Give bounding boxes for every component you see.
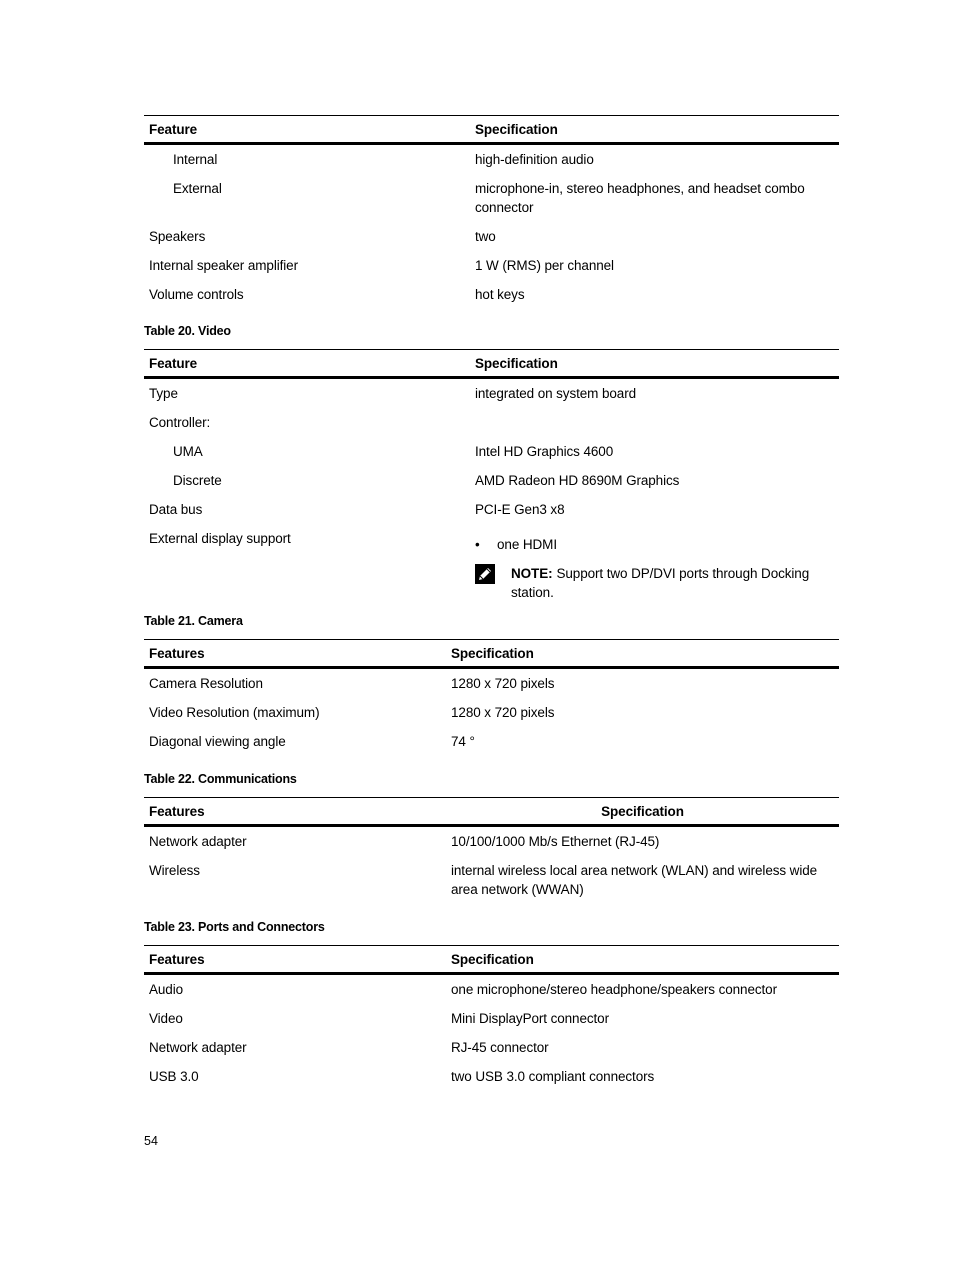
feature-cell: Audio — [149, 982, 184, 997]
spec-cell: AMD Radeon HD 8690M Graphics — [475, 473, 680, 488]
feature-cell: Internal — [173, 152, 218, 167]
feature-cell: Type — [149, 386, 178, 401]
table-row — [144, 856, 839, 904]
column-header: Specification — [446, 946, 839, 974]
spec-cell: 1280 x 720 pixels — [451, 676, 555, 691]
feature-cell: Network adapter — [149, 1040, 247, 1055]
feature-cell: Controller: — [149, 415, 211, 430]
page-number: 54 — [144, 1134, 158, 1148]
bullet-dot: • — [475, 537, 480, 552]
note-pencil-icon — [475, 564, 511, 589]
note-label: NOTE: — [511, 566, 553, 581]
column-header: Feature — [144, 116, 470, 144]
table-caption: Table 23. Ports and Connectors — [144, 920, 325, 934]
note-text — [511, 564, 834, 602]
feature-cell: External — [173, 181, 222, 196]
spec-cell: 10/100/1000 Mb/s Ethernet (RJ-45) — [451, 834, 660, 849]
spec-cell: 1 W (RMS) per channel — [475, 258, 614, 273]
table-caption: Table 21. Camera — [144, 614, 243, 628]
spec-cell: Mini DisplayPort connector — [451, 1011, 609, 1026]
feature-cell: Discrete — [173, 473, 222, 488]
table-row — [144, 251, 839, 280]
feature-cell: USB 3.0 — [149, 1069, 199, 1084]
spec-cell — [470, 524, 839, 607]
column-header: Specification — [446, 640, 839, 668]
table-row — [144, 1033, 839, 1062]
table-row — [144, 974, 839, 1005]
table-header-row — [144, 946, 839, 974]
table-row — [144, 222, 839, 251]
spec-cell: two USB 3.0 compliant connectors — [451, 1069, 655, 1084]
feature-cell: Wireless — [149, 863, 200, 878]
column-header: Features — [144, 640, 446, 668]
video-table — [144, 349, 839, 607]
table-caption: Table 22. Communications — [144, 772, 297, 786]
feature-cell: Speakers — [149, 229, 206, 244]
feature-cell: Diagonal viewing angle — [149, 734, 286, 749]
feature-cell: Video Resolution (maximum) — [149, 705, 320, 720]
spec-cell: two — [475, 229, 496, 244]
table-row — [144, 408, 839, 437]
table-row — [144, 698, 839, 727]
spec-cell: internal wireless local area network (WLAN) and wireless wide area network (WWAN) — [451, 863, 818, 897]
spec-cell: hot keys — [475, 287, 525, 302]
feature-cell: UMA — [173, 444, 203, 459]
feature-cell: Camera Resolution — [149, 676, 263, 691]
table-row — [144, 466, 839, 495]
table-header-row — [144, 350, 839, 378]
spec-cell: high-definition audio — [475, 152, 594, 167]
table-row — [144, 727, 839, 756]
table-row — [144, 668, 839, 699]
table-header-row — [144, 798, 839, 826]
table-row — [144, 437, 839, 466]
ports-table — [144, 945, 839, 1091]
table-row — [144, 1062, 839, 1091]
communications-table — [144, 797, 839, 904]
feature-cell: External display support — [149, 531, 291, 546]
column-header: Features — [144, 798, 446, 826]
bullet-item — [475, 535, 834, 554]
spec-cell: microphone-in, stereo headphones, and headset combo connector — [475, 181, 805, 215]
table-row — [144, 378, 839, 409]
feature-cell: Video — [149, 1011, 183, 1026]
note-body: Support two DP/DVI ports through Docking station. — [511, 566, 810, 600]
spec-cell — [470, 408, 839, 437]
spec-cell: Intel HD Graphics 4600 — [475, 444, 614, 459]
table-row — [144, 1004, 839, 1033]
spec-cell: PCI-E Gen3 x8 — [475, 502, 565, 517]
spec-cell: integrated on system board — [475, 386, 636, 401]
column-header: Features — [144, 946, 446, 974]
table-caption: Table 20. Video — [144, 324, 231, 338]
audio-table — [144, 115, 839, 309]
column-header: Specification — [470, 116, 839, 144]
bullet-text: one HDMI — [497, 537, 557, 552]
column-header: Specification — [446, 798, 839, 826]
feature-cell: Volume controls — [149, 287, 244, 302]
table-header-row — [144, 116, 839, 144]
table-header-row — [144, 640, 839, 668]
feature-cell: Network adapter — [149, 834, 247, 849]
table-row — [144, 495, 839, 524]
spec-cell: 74 ° — [451, 734, 475, 749]
column-header: Feature — [144, 350, 470, 378]
table-row — [144, 144, 839, 175]
table-row — [144, 174, 839, 222]
spec-cell: RJ-45 connector — [451, 1040, 549, 1055]
table-row — [144, 524, 839, 607]
table-row — [144, 280, 839, 309]
feature-cell: Data bus — [149, 502, 203, 517]
spec-cell: one microphone/stereo headphone/speakers connector — [451, 982, 777, 997]
spec-cell: 1280 x 720 pixels — [451, 705, 555, 720]
table-row — [144, 826, 839, 857]
feature-cell: Internal speaker amplifier — [149, 258, 298, 273]
note — [475, 564, 834, 602]
column-header: Specification — [470, 350, 839, 378]
camera-table — [144, 639, 839, 756]
